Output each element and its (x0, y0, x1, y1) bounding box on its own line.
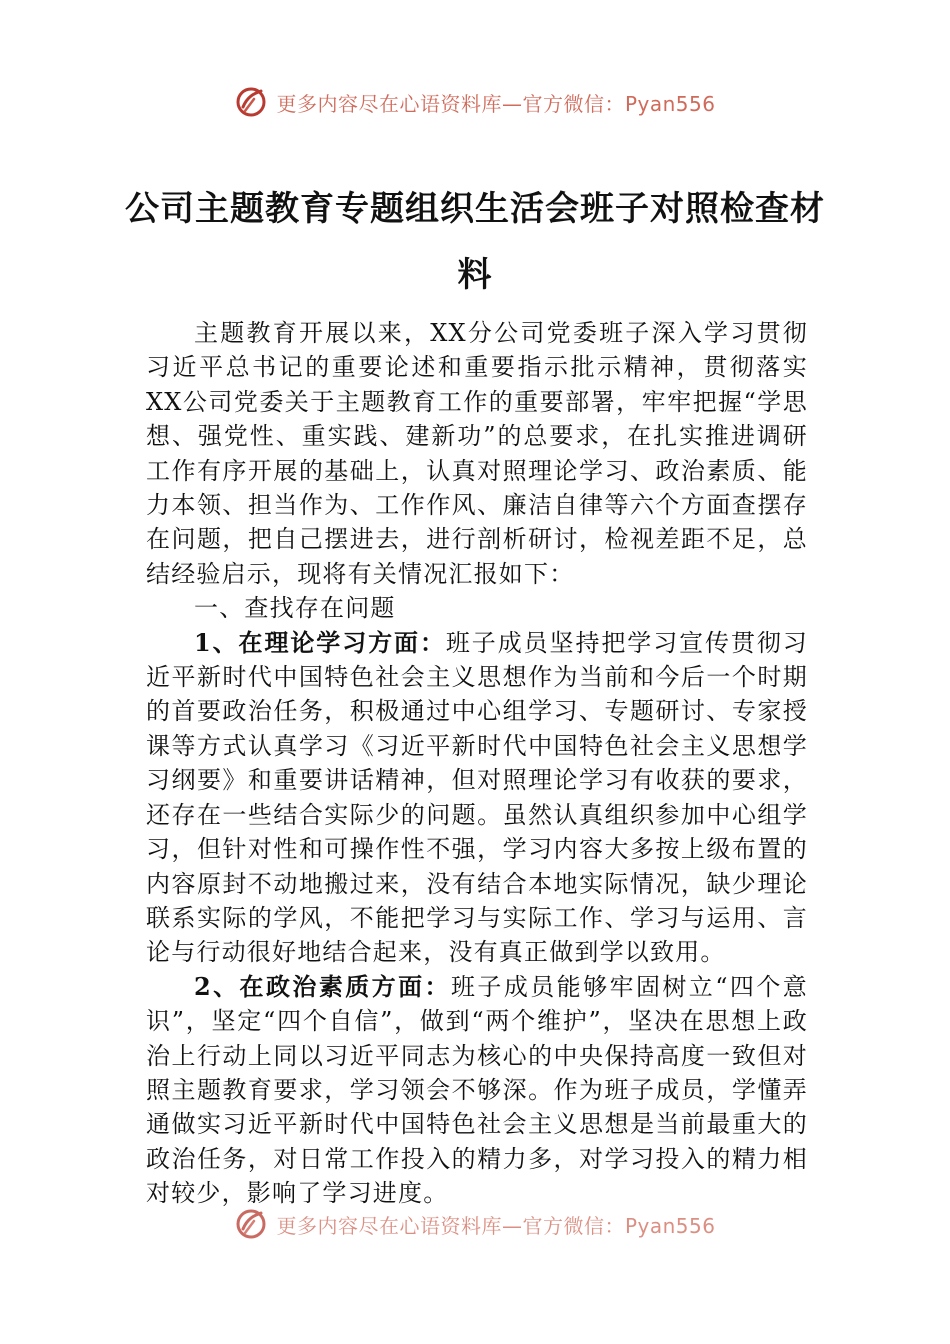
watermark-logo-icon (234, 1207, 268, 1241)
watermark-logo-icon (234, 85, 268, 119)
watermark-footer (0, 1206, 950, 1242)
section-heading: 一、查找存在问题 (194, 594, 396, 623)
item-text-2: 班子成员能够牢固树立“四个意识”，坚定“四个自信”，做到“两个维护”，坚决在思想上政治上行动上同以习近平同志为核心的中央保持高度一致但对照主题教育要求，学习领会不够深。作为班子成员，学懂弄通做实习近平新时代中国特色社会主义思想是当前最重大的政治任务，对日常工作投入的精力多，对学习投入的精力相对较少，影响了学习进度。 (146, 972, 808, 1208)
item-label-2: 2、在政治素质方面： (194, 971, 451, 1001)
item-label-1: 1、在理论学习方面： (194, 627, 446, 657)
item-text-1: 班子成员坚持把学习宣传贯彻习近平新时代中国特色社会主义思想作为当前和今后一个时期的首要政治任务，积极通过中心组学习、专题研讨、专家授课等方式认真学习《习近平新时代中国特色社会主义思想学习纲要》和重要讲话精神，但对照理论学习有收获的要求，还存在一些结合实际少的问题。虽然认真组织参加中心组学习，但针对性和可操作性不强，学习内容大多按上级布置的内容原封不动地搬过来，没有结合本地实际情况，缺少理论联系实际的学风，不能把学习与实际工作、学习与运用、言论与行动很好地结合起来，没有真正做到学以致用。 (146, 628, 808, 967)
item-paragraph-2 (146, 970, 808, 1211)
watermark-text: 更多内容尽在心语资料库—官方微信：Pyan556 (276, 1213, 716, 1238)
watermark-text: 更多内容尽在心语资料库—官方微信：Pyan556 (276, 91, 716, 116)
document-body (146, 316, 808, 1211)
document-title: 公司主题教育专题组织生活会班子对照检查材料 (125, 189, 825, 295)
item-paragraph-1 (146, 626, 808, 970)
watermark-header (0, 84, 950, 120)
intro-paragraph: 主题教育开展以来，XX分公司党委班子深入学习贯彻习近平总书记的重要论述和重要指示批示精神，贯彻落实XX公司党委关于主题教育工作的重要部署，牢牢把握“学思想、强党性、重实践、建新功”的总要求，在扎实推进调研工作有序开展的基础上，认真对照理论学习、政治素质、能力本领、担当作为、工作作风、廉洁自律等六个方面查摆存在问题，把自己摆进去，进行剖析研讨，检视差距不足，总结经验启示，现将有关情况汇报如下： (146, 319, 808, 588)
